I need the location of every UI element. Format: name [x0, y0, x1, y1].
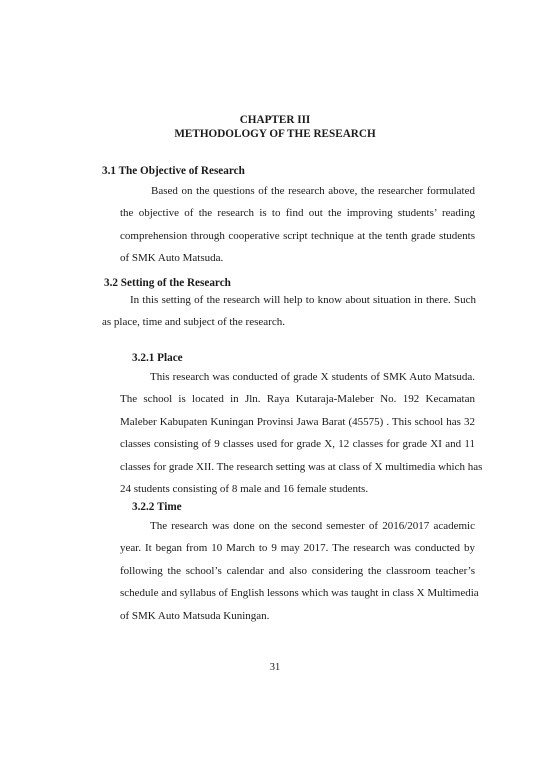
paragraph-line: schedule and syllabus of English lessons which was taught in class X Multimedia	[120, 587, 479, 600]
paragraph-place	[120, 366, 483, 500]
chapter-number: CHAPTER III	[239, 114, 311, 126]
paragraph-line: This research was conducted of grade X students of SMK Auto Matsuda.	[150, 371, 475, 383]
paragraph-line: classes for grade XII. The research setting was at class of X multimedia which has	[120, 460, 483, 473]
page-number: 31	[269, 662, 281, 673]
paragraph-line: The research was done on the second semester of 2016/2017 academic	[150, 520, 475, 532]
section-heading-setting: 3.2 Setting of the Research	[104, 277, 231, 289]
paragraph-line: the objective of the research is to find out the improving students’ reading	[120, 207, 475, 220]
chapter-title: METHODOLOGY OF THE RESEARCH	[174, 128, 376, 140]
paragraph-line: as place, time and subject of the research.	[102, 316, 285, 329]
subsection-heading-time: 3.2.2 Time	[132, 501, 182, 513]
paragraph-line: Maleber Kabupaten Kuningan Provinsi Jawa Barat (45575) . This school has 32	[120, 415, 475, 428]
paragraph-setting	[102, 289, 476, 334]
paragraph-line: comprehension through cooperative script technique at the tenth grade students	[120, 229, 475, 242]
paragraph-line: Based on the questions of the research above, the researcher formulated	[151, 185, 475, 197]
paragraph-line: In this setting of the research will help to know about situation in there. Such	[130, 294, 476, 306]
paragraph-line: of SMK Auto Matsuda Kuningan.	[120, 609, 270, 622]
paragraph-time	[120, 515, 479, 627]
paragraph-line: year. It began from 10 March to 9 may 2017. The research was conducted by	[120, 542, 475, 555]
subsection-heading-place: 3.2.1 Place	[132, 352, 183, 364]
paragraph-line: of SMK Auto Matsuda.	[120, 252, 224, 265]
paragraph-line: The school is located in Jln. Raya Kutaraja-Maleber No. 192 Kecamatan	[120, 393, 475, 406]
paragraph-line: classes consisting of 9 classes used for grade X, 12 classes for grade XI and 11	[120, 438, 475, 451]
paragraph-objective	[120, 180, 475, 270]
section-heading-objective: 3.1 The Objective of Research	[102, 165, 245, 177]
paragraph-line: following the school’s calendar and also considering the classroom teacher’s	[120, 564, 475, 577]
paragraph-line: 24 students consisting of 8 male and 16 female students.	[120, 483, 369, 496]
